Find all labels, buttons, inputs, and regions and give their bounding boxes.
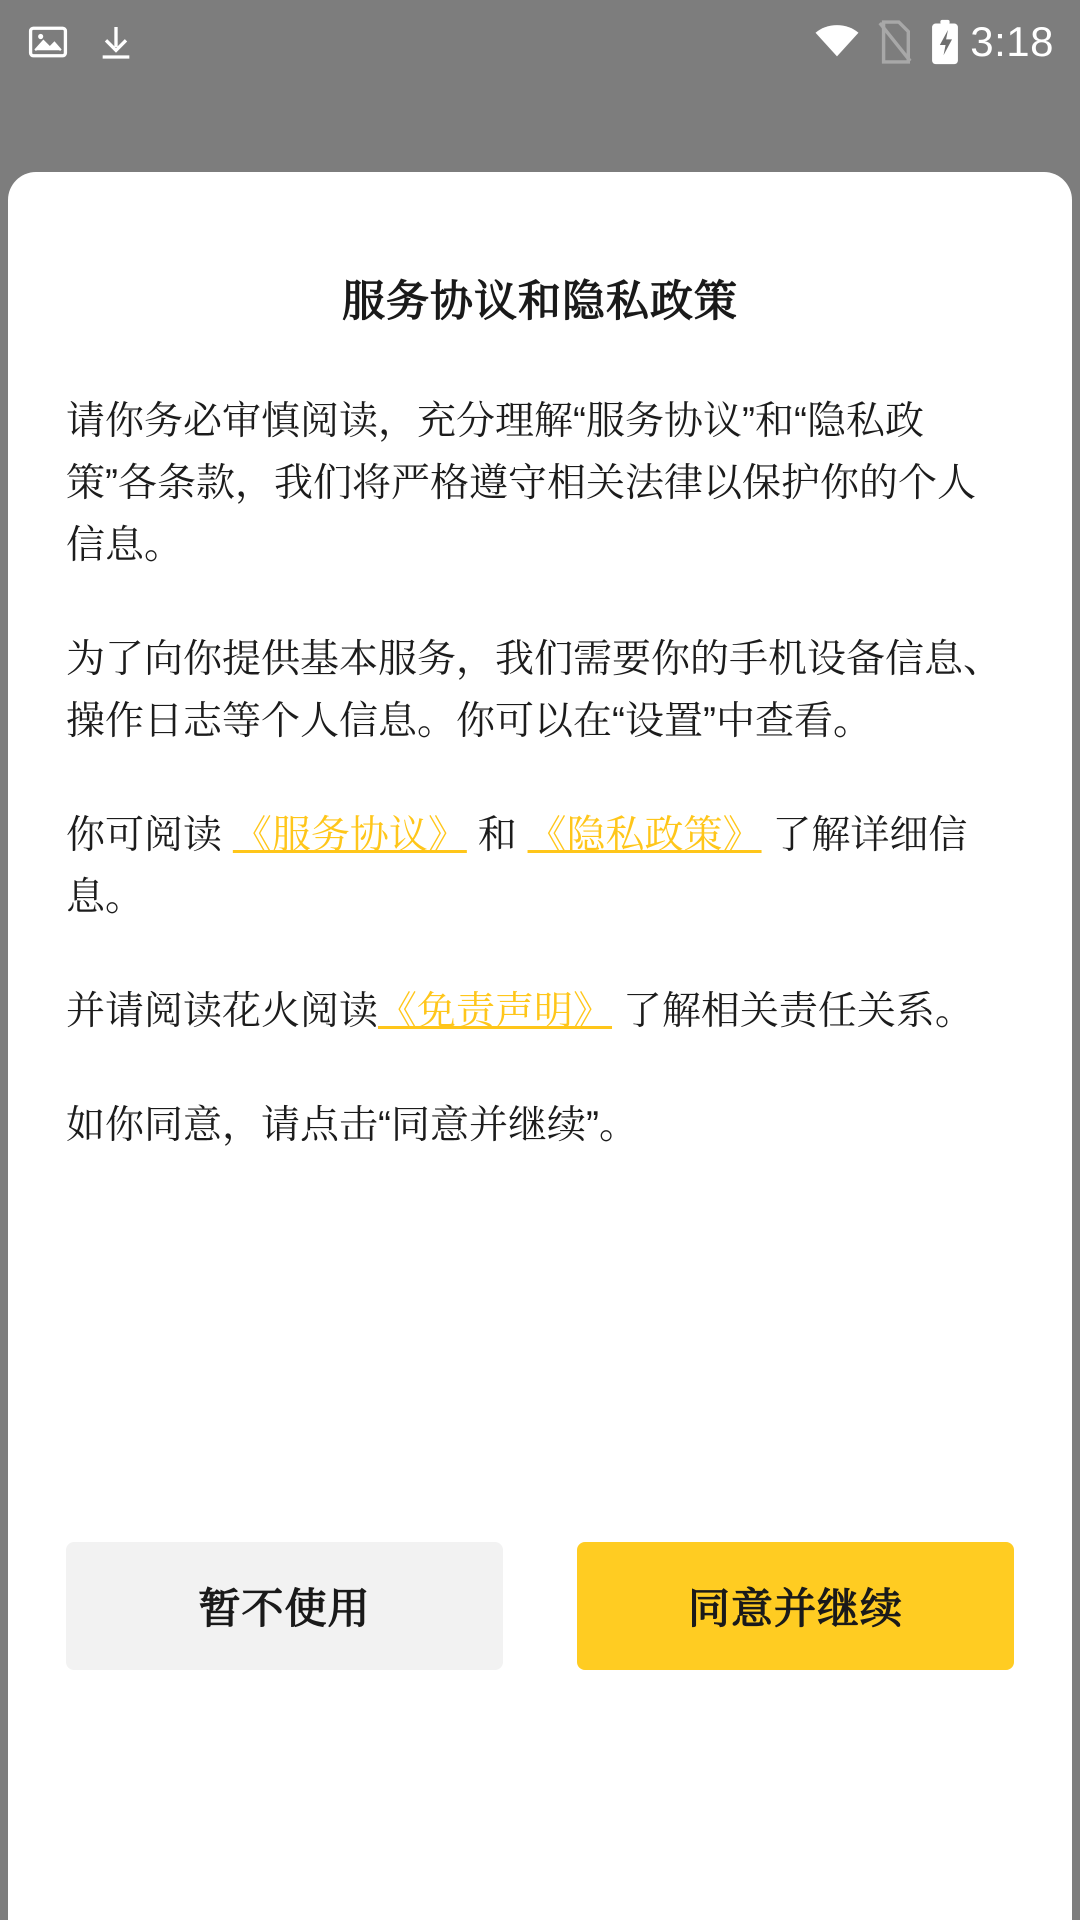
sim-card-missing-icon (876, 19, 914, 65)
status-bar-clock: 3:18 (970, 18, 1054, 65)
paragraph-data-usage (66, 629, 1014, 753)
wifi-icon (814, 24, 860, 60)
paragraph-disclaimer-lead: 并请阅读花火阅读 (66, 990, 379, 1033)
privacy-policy-link[interactable]: 《隐私政策》 (527, 814, 762, 857)
status-bar-system-icons (814, 18, 960, 66)
paragraph-call-to-action (66, 1095, 1014, 1157)
decline-button[interactable]: 暂不使用 (66, 1542, 503, 1670)
service-agreement-link[interactable]: 《服务协议》 (232, 814, 467, 857)
battery-charging-icon (930, 18, 960, 66)
accept-button[interactable]: 同意并继续 (577, 1542, 1014, 1670)
dialog-body (66, 391, 1014, 1157)
disclaimer-link[interactable]: 《免责声明》 (378, 990, 613, 1033)
paragraph-agreements-tail: 了解详细信息。 (66, 814, 968, 919)
image-icon (26, 20, 70, 64)
consent-dialog (8, 172, 1072, 1920)
download-icon (96, 20, 136, 64)
dialog-title: 服务协议和隐私政策 (342, 278, 738, 326)
paragraph-disclaimer-tail: 了解相关责任关系。 (612, 990, 974, 1033)
paragraph-intro-text: 请你务必审慎阅读，充分理解“服务协议”和“隐私政策”各条款，我们将严格遵守相关法律以保护你的个人信息。 (66, 400, 976, 567)
dialog-button-row (66, 1542, 1014, 1670)
paragraph-data-usage-text: 为了向你提供基本服务，我们需要你的手机设备信息、操作日志等个人信息。你可以在“设置”中查看。 (66, 638, 1003, 743)
paragraph-agreements (66, 805, 1014, 929)
status-bar (0, 0, 1080, 84)
paragraph-agreements-lead: 你可阅读 (66, 814, 233, 857)
paragraph-call-to-action-text: 如你同意，请点击“同意并继续”。 (66, 1104, 638, 1147)
paragraph-agreements-mid: 和 (466, 814, 528, 857)
status-bar-notifications (26, 20, 136, 64)
paragraph-disclaimer (66, 981, 1014, 1043)
paragraph-intro (66, 391, 1014, 577)
